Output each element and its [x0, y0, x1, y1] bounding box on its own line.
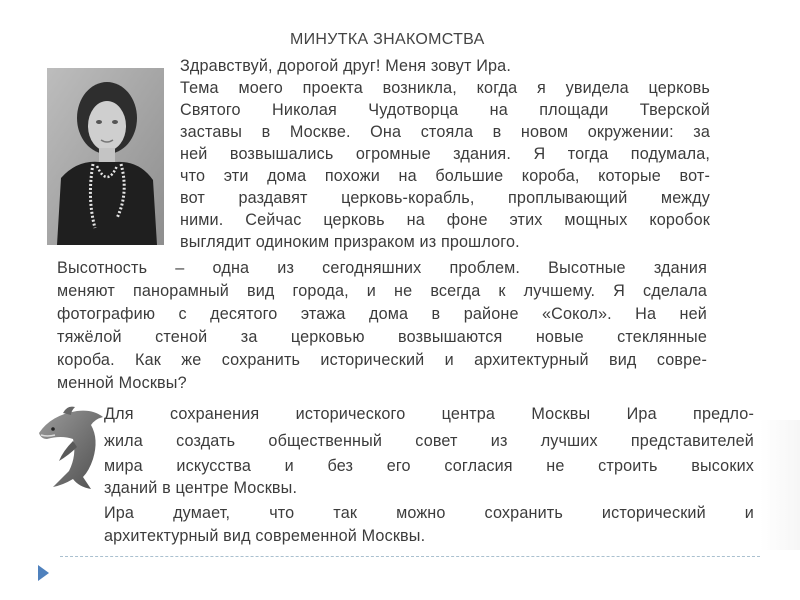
- intro-line: Тема моего проекта возникла, когда я увидела церковь: [180, 79, 710, 97]
- intro-line: что эти дома похожи на большие короба, которые вот-: [180, 167, 710, 185]
- section-heading: МИНУТКА ЗНАКОМСТВА: [290, 31, 485, 48]
- intro-line: выглядит одиноким призраком из прошлого.: [180, 233, 520, 251]
- intro-line: Святого Николая Чудотворца на площади Тверской: [180, 101, 710, 119]
- proposal-line: Для сохранения исторического центра Москвы Ира предло-: [104, 405, 754, 423]
- portrait-photo: [47, 68, 164, 245]
- proposal-line: Ира думает, что так можно сохранить исторический и: [104, 504, 754, 522]
- proposal-line: архитектурный вид современной Москвы.: [104, 527, 426, 545]
- problem-line: меняют панорамный вид города, и не всегда к лучшему. Я сделала: [57, 282, 707, 300]
- divider: [60, 556, 760, 557]
- problem-line: короба. Как же сохранить исторический и архитектурный вид совре-: [57, 351, 707, 369]
- intro-line: ними. Сейчас церковь на фоне этих мощных коробок: [180, 211, 710, 229]
- problem-line: менной Москвы?: [57, 374, 187, 392]
- problem-line: Высотность – одна из сегодняшних проблем. Высотные здания: [57, 259, 707, 277]
- intro-line: ней возвышались огромные здания. Я тогда подумала,: [180, 145, 710, 163]
- intro-line: Здравствуй, дорогой друг! Меня зовут Ира.: [180, 57, 511, 75]
- proposal-line: зданий в центре Москвы.: [104, 479, 298, 497]
- dolphin-icon: [33, 405, 107, 491]
- proposal-line: жила создать общественный совет из лучших представителей: [104, 432, 754, 450]
- problem-line: тяжёлой стеной за церковью возвышаются новые стеклянные: [57, 328, 707, 346]
- intro-line: заставы в Москве. Она стояла в новом окружении: за: [180, 123, 710, 141]
- play-arrow-icon[interactable]: [38, 565, 49, 581]
- decorative-background: [760, 420, 800, 550]
- problem-line: фотографию с десятого этажа дома в районе «Сокол». На ней: [57, 305, 707, 323]
- proposal-line: мира искусства и без его согласия не строить высоких: [104, 457, 754, 475]
- intro-line: вот раздавят церковь-корабль, проплывающий между: [180, 189, 710, 207]
